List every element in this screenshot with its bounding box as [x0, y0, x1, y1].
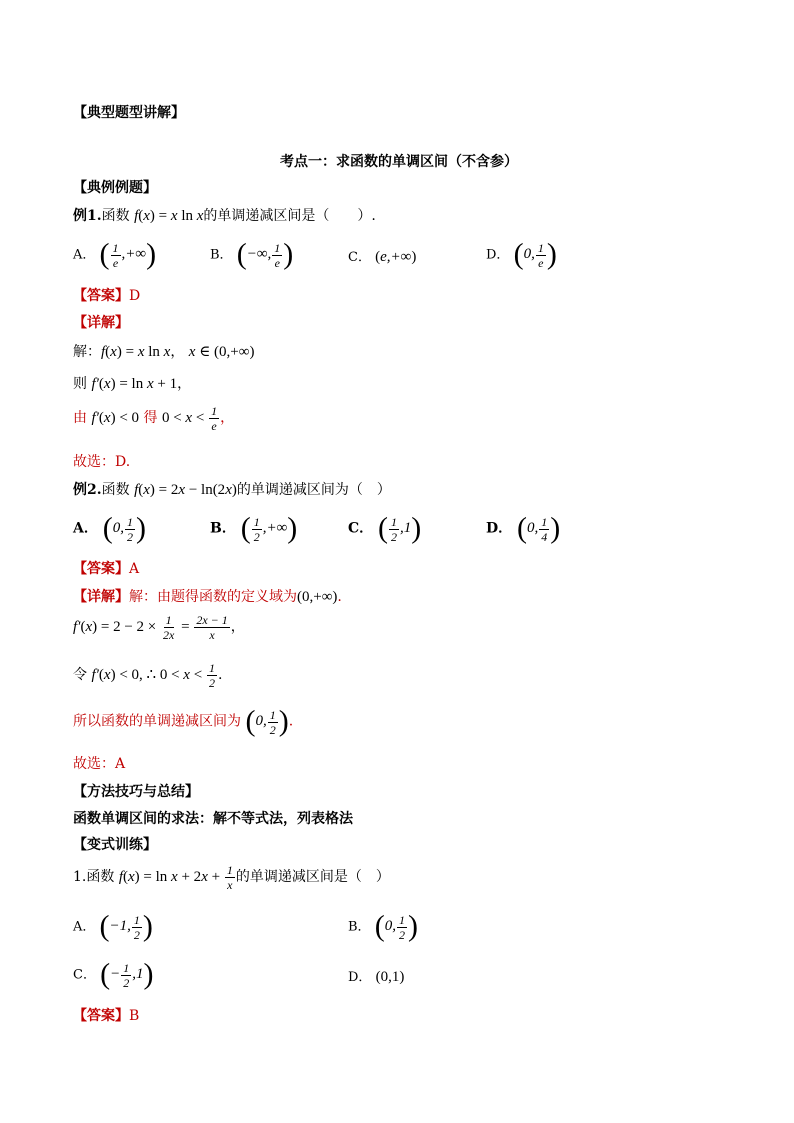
topic-title: 考点一：求函数的单调区间（不含参）	[280, 154, 518, 170]
detail-tag: 【详解】	[73, 589, 129, 605]
p1-answer	[73, 1005, 139, 1025]
ex2-solution-2: 令 f′(x) < 0, ∴ 0 < x < $\frac{1}{2}$ .	[73, 661, 223, 690]
p1-prefix: 函数	[86, 868, 115, 885]
example-header: 【典例例题】	[73, 180, 157, 196]
ex2-label: 例2.	[73, 482, 102, 498]
ex2-option-c: C． ( $\frac{1}{2}$ ,1)	[348, 512, 422, 545]
p1-suffix: 的单调递减区间是（ ）	[235, 868, 390, 885]
option-letter: D．	[486, 520, 513, 537]
ex2-option-a: A． (0, $\frac{1}{2}$ )	[73, 512, 146, 545]
p1-option-a: A． (−1, $\frac{1}{2}$ )	[73, 910, 153, 943]
answer-value: B	[129, 1008, 140, 1024]
answer-tag: 【答案】	[73, 1008, 129, 1024]
answer-tag: 【答案】	[73, 561, 129, 577]
answer-value: D	[129, 288, 141, 304]
option-letter: C．	[348, 250, 371, 265]
ex2-prefix: 函数	[101, 482, 130, 498]
ex1-func: f(x) = x ln x	[134, 208, 204, 224]
ex1-option-d: D． (0, $\frac{1}{e}$ )	[486, 238, 557, 271]
option-letter: B．	[348, 919, 371, 935]
ex2-solution-3: 所以函数的单调递减区间为 (0, $\frac{1}{2}$ ).	[73, 705, 294, 738]
option-letter: A．	[73, 247, 96, 263]
option-letter: C．	[348, 520, 374, 537]
option-letter: A．	[73, 520, 98, 537]
ex2-suffix: 的单调递减区间为（ ）	[236, 482, 391, 498]
ex1-question	[73, 205, 376, 225]
p1-option-d: D． (0,1)	[348, 969, 405, 985]
ex1-label: 例1.	[73, 208, 102, 224]
ex2-func: f(x) = 2x − ln(2x)	[134, 482, 237, 498]
ex1-option-b: B． (−∞, $\frac{1}{e}$ )	[210, 238, 294, 271]
p1-option-b: B． (0, $\frac{1}{2}$ )	[348, 910, 418, 943]
option-letter: D．	[348, 970, 372, 985]
ex1-detail-tag: 【详解】	[73, 315, 129, 331]
practice-header: 【变式训练】	[73, 837, 157, 853]
option-letter: C．	[73, 967, 96, 983]
p1-option-c: C． (− $\frac{1}{2}$ ,1)	[73, 958, 154, 991]
option-letter: A．	[73, 919, 96, 935]
ex1-prefix: 函数	[101, 208, 130, 224]
ex2-answer	[73, 558, 139, 578]
ex2-solution-1: f′(x) = 2 − 2 × $\frac{1}{2x}$ = $\frac{2x - 1}{x}$ ，	[73, 613, 245, 642]
ex2-option-b: B． ( $\frac{1}{2}$ ,+∞)	[210, 512, 298, 545]
answer-value: A	[129, 561, 140, 577]
ex1-solution-1: 解：f(x) = x ln x， x ∈ (0,+∞)	[73, 344, 255, 360]
section-title: 【典型题型讲解】	[73, 105, 185, 121]
ex1-suffix: 的单调递减区间是（ ）.	[203, 208, 376, 224]
ex1-answer	[73, 285, 140, 305]
ex2-solution-4: 故选：A	[73, 756, 126, 772]
ex1-solution-4: 故选：D.	[73, 454, 131, 470]
ex1-option-c: C． (e,+∞)	[348, 249, 417, 265]
ex2-detail: 【详解】解：由题得函数的定义域为(0,+∞).	[73, 589, 342, 605]
p1-func: f(x) = ln x + 2x + $\frac{1}{x}$	[118, 863, 233, 892]
ex1-option-a: A． ( $\frac{1}{e}$ ,+∞)	[73, 238, 157, 271]
ex2-question	[73, 479, 391, 499]
ex1-solution-2: 则 f′(x) = ln x + 1，	[73, 376, 192, 392]
option-letter: B．	[210, 247, 233, 263]
p1-label: 1.	[73, 868, 87, 885]
option-letter: D．	[486, 247, 510, 263]
ex1-solution-3: 由 f′(x) < 0 得 0 < x < $\frac{1}{e}$ ，	[73, 404, 235, 433]
answer-tag: 【答案】	[73, 288, 129, 304]
ex2-option-d: D． (0, $\frac{1}{4}$ )	[486, 512, 561, 545]
method-text: 函数单调区间的求法：解不等式法，列表格法	[73, 811, 353, 827]
p1-question	[73, 864, 390, 891]
option-letter: B．	[210, 520, 236, 537]
method-header: 【方法技巧与总结】	[73, 784, 199, 800]
